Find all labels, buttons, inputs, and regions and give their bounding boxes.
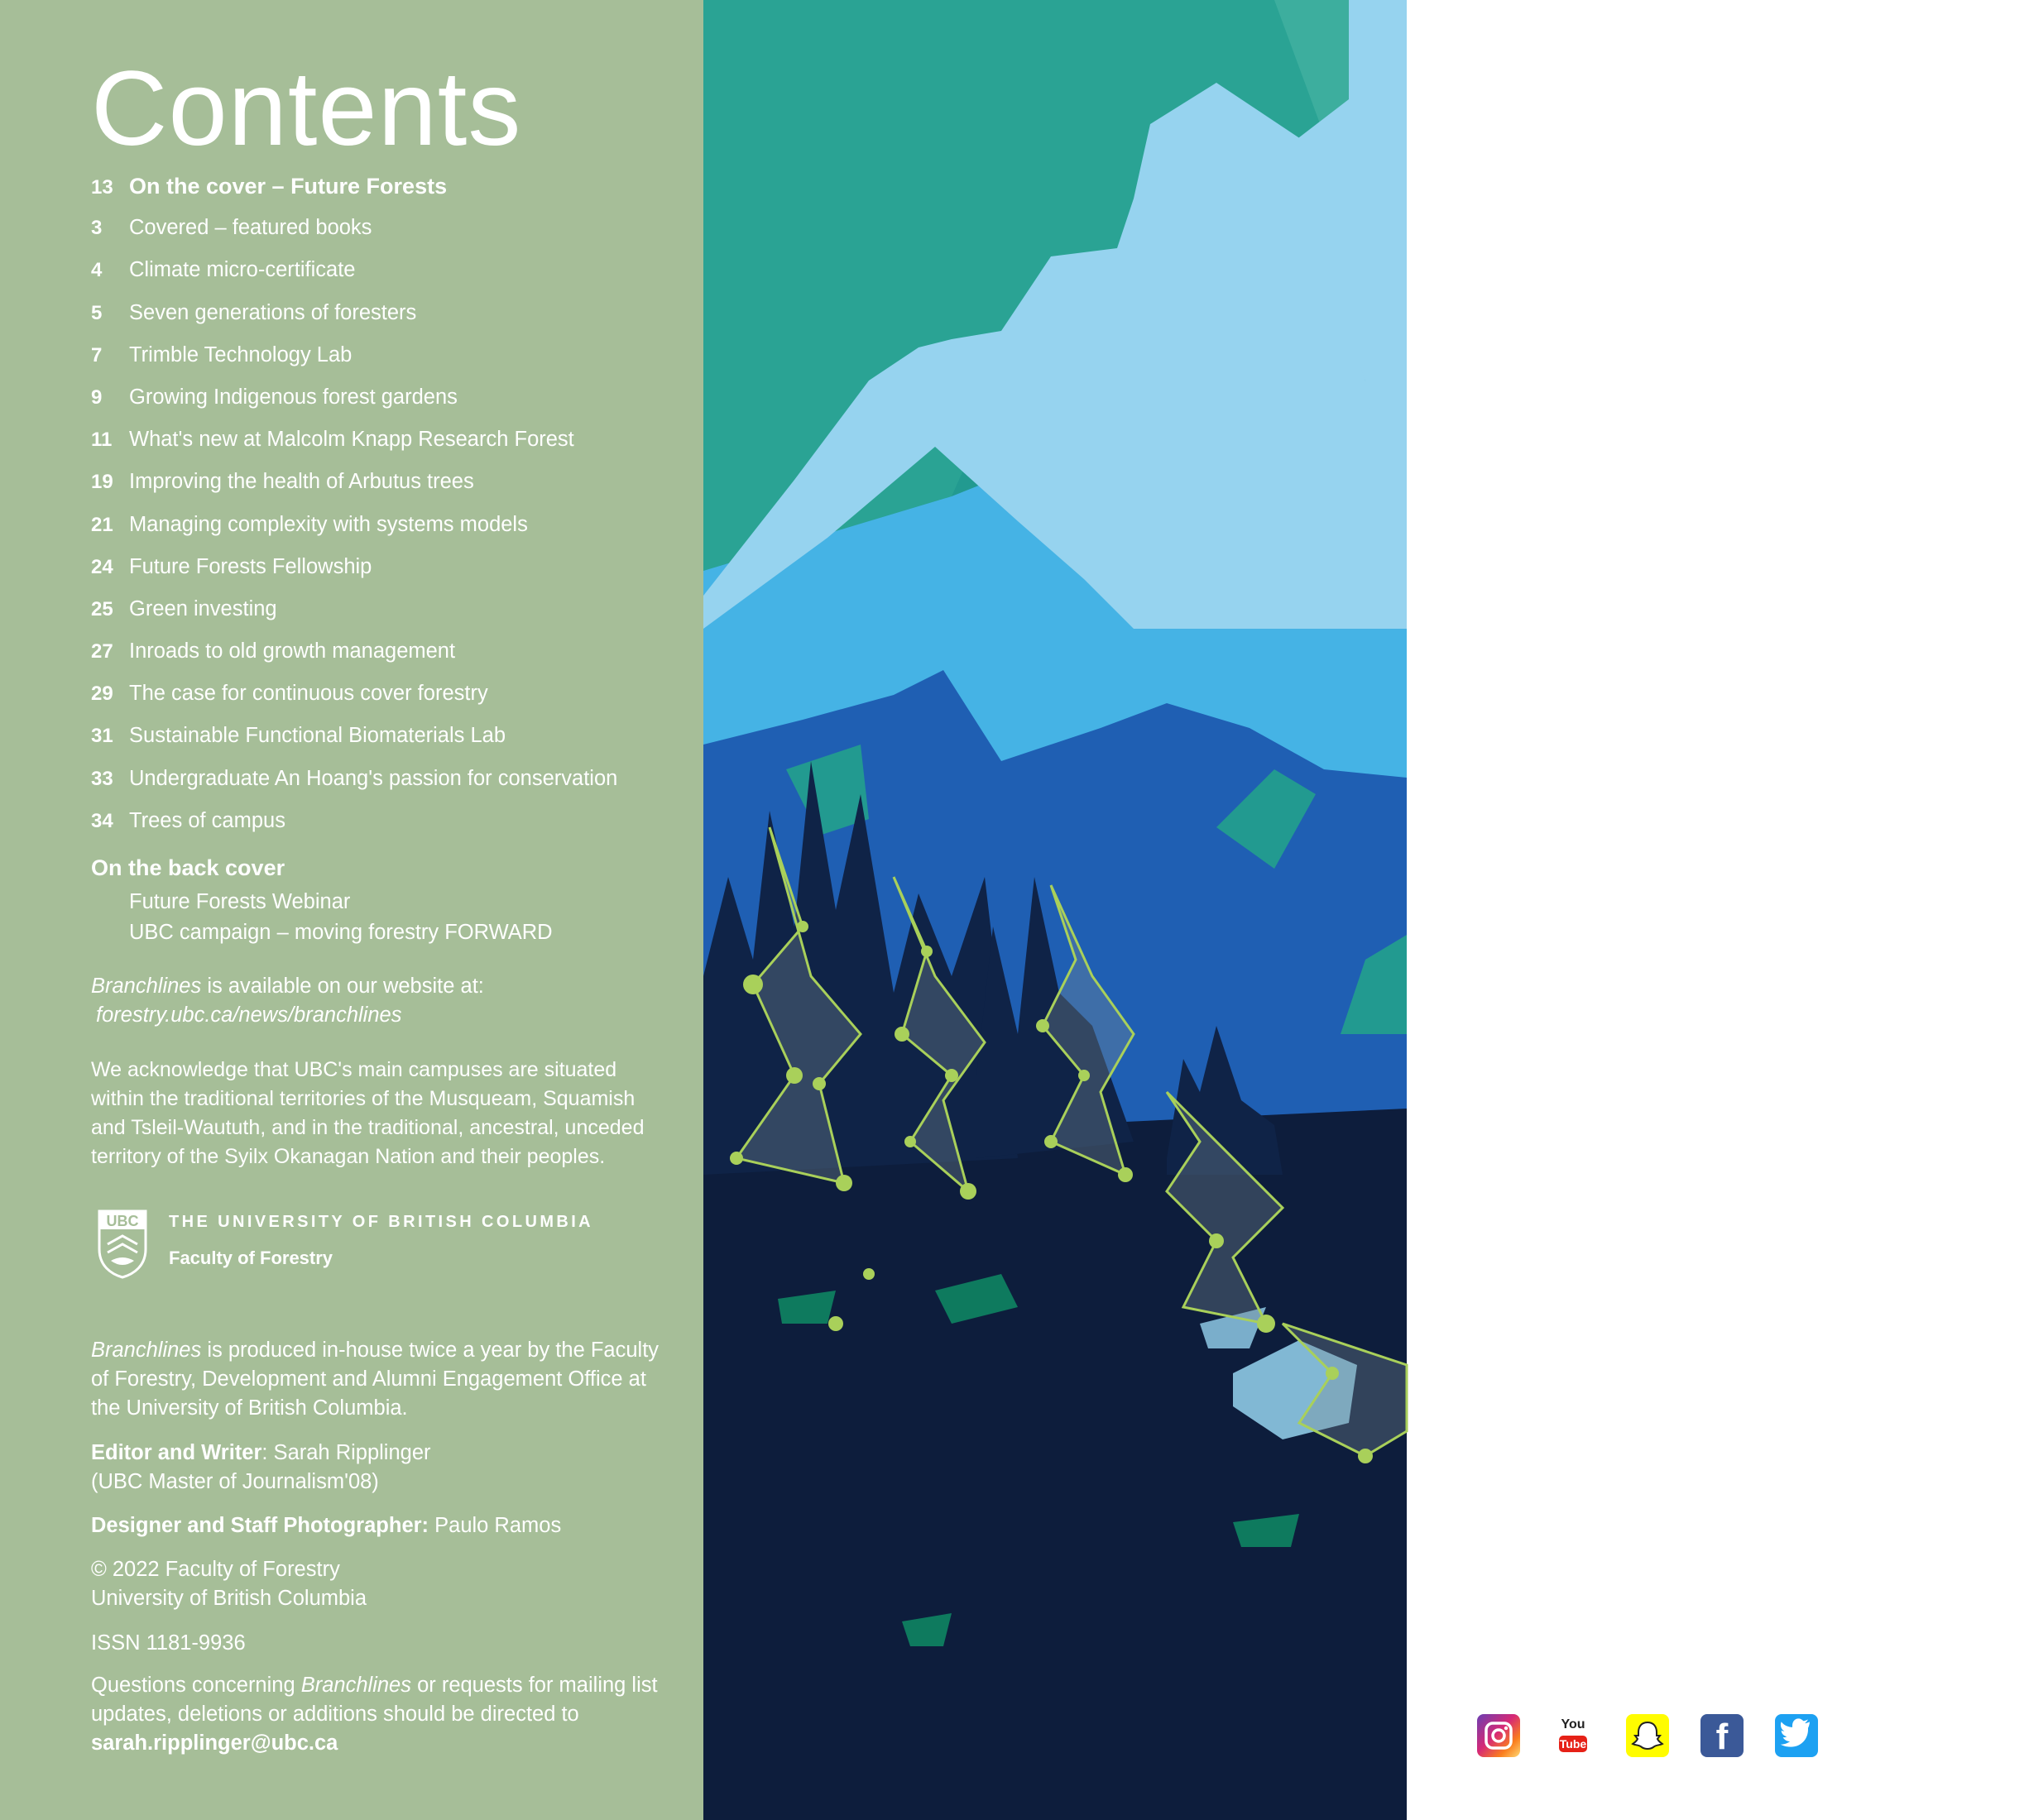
crest-text: UBC — [106, 1213, 139, 1229]
cover-illustration — [703, 0, 2029, 1820]
contact-email-link[interactable]: sarah.ripplinger@ubc.ca — [91, 1731, 338, 1755]
toc-page-number: 29 — [91, 682, 113, 706]
snapchat-icon[interactable] — [1626, 1714, 1669, 1757]
copyright-line: © 2022 Faculty of Forestry — [91, 1558, 340, 1581]
designer-role: Designer and Staff Photographer: — [91, 1514, 429, 1537]
toc-entry[interactable] — [91, 724, 687, 766]
toc-page-number: 9 — [91, 386, 103, 409]
land-acknowledgement: We acknowledge that UBC's main campuses are situated within the traditional territories of the Musqueam, Squamish and Tsleil-Waututh, and in the traditional, ancestral, unceded territory of the Syilx Okanagan Nation and their peoples. — [91, 1058, 645, 1168]
toc-entry[interactable] — [91, 216, 687, 258]
forest-floor — [703, 1109, 1407, 1820]
toc-page-number: 7 — [91, 343, 103, 366]
toc-title: Managing complexity with systems models — [129, 512, 528, 536]
editor-note: (UBC Master of Journalism'08) — [91, 1470, 379, 1493]
editor-role: Editor and Writer — [91, 1441, 262, 1464]
toc-entry[interactable] — [91, 301, 687, 343]
copyright-line: University of British Columbia — [91, 1587, 367, 1610]
toc-title: What's new at Malcolm Knapp Research Forest — [129, 428, 574, 452]
toc-entry[interactable] — [91, 767, 687, 809]
toc-page-number: 21 — [91, 513, 113, 536]
forest-landscape-illustration — [703, 0, 1407, 1820]
toc-entry[interactable] — [91, 809, 687, 851]
toc-title: Future Forests Fellowship — [129, 554, 372, 578]
toc-title: Seven generations of foresters — [129, 300, 417, 324]
contact-note — [91, 1671, 662, 1758]
designer-credit — [91, 1511, 662, 1540]
toc-page-number: 33 — [91, 767, 113, 790]
back-cover-item: Future Forests Webinar — [129, 890, 351, 913]
toc-page-number: 19 — [91, 471, 113, 494]
availability-text: is available on our website at: — [201, 975, 484, 998]
toc-title: Green investing — [129, 596, 277, 620]
toc-page-number: 25 — [91, 597, 113, 620]
availability-note — [91, 972, 662, 1030]
toc-entry[interactable] — [91, 682, 687, 724]
issn: ISSN 1181-9936 — [91, 1631, 246, 1655]
social-links — [1477, 1712, 2029, 1759]
publication-name: Branchlines — [91, 1339, 202, 1362]
toc-title: Trimble Technology Lab — [129, 342, 353, 366]
contact-text: Questions concerning — [91, 1674, 301, 1697]
toc-entry[interactable] — [91, 174, 687, 216]
contact-text: or requests for mailing list updates, deletions or additions should be directed to — [91, 1674, 658, 1726]
toc-title: The case for continuous cover forestry — [129, 682, 488, 706]
toc-title: Inroads to old growth management — [129, 639, 456, 663]
facebook-glyph: f — [1715, 1717, 1729, 1757]
publication-name: Branchlines — [91, 975, 202, 998]
page-title: Contents — [91, 50, 522, 168]
toc-page-number: 11 — [91, 429, 113, 452]
production-note — [91, 1336, 662, 1423]
back-cover-item: UBC campaign – moving forestry FORWARD — [129, 921, 553, 944]
toc-entry[interactable] — [91, 555, 687, 597]
toc-page-number: 13 — [91, 176, 113, 199]
university-name: THE UNIVERSITY OF BRITISH COLUMBIA — [169, 1213, 594, 1231]
toc-entry[interactable] — [91, 639, 687, 682]
editor-name: : Sarah Ripplinger — [261, 1441, 431, 1464]
toc-entry[interactable] — [91, 343, 687, 386]
facebook-icon[interactable] — [1700, 1714, 1744, 1757]
toc-entry[interactable] — [91, 258, 687, 300]
toc-title: Growing Indigenous forest gardens — [129, 385, 458, 409]
back-cover-list — [129, 887, 553, 948]
toc-entry[interactable] — [91, 513, 687, 555]
toc-title: Improving the health of Arbutus trees — [129, 470, 474, 494]
toc-title: Covered – featured books — [129, 216, 372, 240]
youtube-icon[interactable] — [1552, 1714, 1595, 1757]
toc-page-number: 27 — [91, 640, 113, 663]
toc-page-number: 31 — [91, 725, 113, 748]
designer-name: Paulo Ramos — [429, 1514, 562, 1537]
toc-title: Climate micro-certificate — [129, 258, 356, 282]
toc-entry[interactable] — [91, 470, 687, 512]
copyright-note — [91, 1555, 662, 1613]
toc-title: Trees of campus — [129, 808, 285, 832]
contents-panel — [0, 0, 703, 1820]
toc-page-number: 3 — [91, 217, 103, 240]
toc-entry[interactable] — [91, 597, 687, 639]
toc-entry[interactable] — [91, 386, 687, 428]
instagram-icon[interactable] — [1477, 1714, 1520, 1757]
back-cover-heading: On the back cover — [91, 855, 285, 880]
toc-page-number: 5 — [91, 301, 103, 324]
toc-title: On the cover – Future Forests — [129, 174, 448, 199]
toc-entry[interactable] — [91, 428, 687, 470]
toc-title: Sustainable Functional Biomaterials Lab — [129, 724, 506, 748]
table-of-contents — [91, 174, 687, 851]
social-handle[interactable]: @ubcforestry — [1851, 1718, 2029, 1752]
toc-page-number: 4 — [91, 259, 103, 282]
ubc-forestry-logo — [96, 1208, 626, 1282]
website-link[interactable]: forestry.ubc.ca/news/branchlines — [96, 1003, 402, 1027]
editor-credit — [91, 1439, 662, 1497]
toc-page-number: 34 — [91, 809, 113, 832]
youtube-tube-text: Tube — [1559, 1737, 1587, 1751]
youtube-you-text: You — [1561, 1717, 1585, 1731]
production-text: is produced in-house twice a year by the Faculty of Forestry, Development and Alumni Engagement Office at the University of British Columbia. — [91, 1339, 660, 1420]
publication-name: Branchlines — [300, 1674, 411, 1697]
faculty-name: Faculty of Forestry — [169, 1248, 333, 1268]
ubc-crest-icon — [96, 1208, 149, 1279]
toc-title: Undergraduate An Hoang's passion for conservation — [129, 766, 618, 790]
twitter-icon[interactable] — [1775, 1714, 1818, 1757]
toc-page-number: 24 — [91, 555, 113, 578]
